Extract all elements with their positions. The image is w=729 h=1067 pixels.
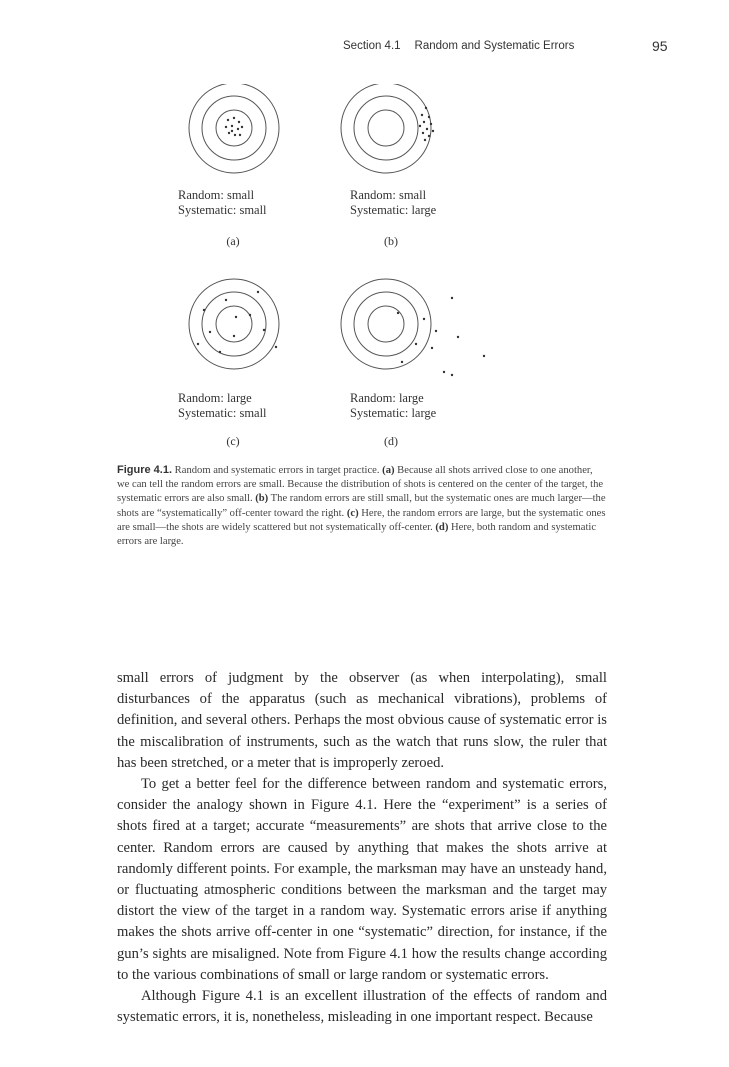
caption-intro: Random and systematic errors in target practice. [172,465,383,476]
caption-tag-a: (a) [382,465,395,476]
caption-tag-d: (d) [435,521,449,533]
caption-label: Figure 4.1. [117,464,173,476]
panel-d-labels [350,391,436,421]
caption-text-a: Because all shots arrived close to one another, we can tell the random errors are small. Because the distribution of shots is centered on the center of the target, the systematic errors are also small. [117,465,604,505]
caption-tag-b: (b) [255,493,269,505]
section-title: Random and Systematic Errors [414,40,575,52]
page-number: 95 [652,38,668,54]
panel-b-labels [350,188,436,218]
body-paragraph: small errors of judgment by the observer (as when interpolating), small disturbances of the apparatus (such as mechanical vibrations), problems of definition, and several others. Perhaps the most obvious cause of systematic error is the miscalibration of instruments, such as the watch that runs slow, the ruler that has been stretched, or a meter that is improperly zeroed. [117,670,607,771]
panel-a-labels [178,188,267,218]
panel-a-systematic: Systematic: small [178,203,267,217]
panel-b-systematic: Systematic: large [350,203,437,217]
panel-c-random: Random: large [178,391,252,405]
caption-tag-c: (c) [346,507,359,519]
target-d [340,278,500,388]
panel-a-random: Random: small [178,188,255,202]
running-header [0,40,729,60]
panel-c-systematic: Systematic: small [178,406,267,420]
caption-text-b: The random errors are still small, but the systematic ones are much larger—the shots are “systematically” off-center toward the right. [117,493,606,519]
caption-text-c: Here, the random errors are large, but the systematic ones are small—the shots are widely scattered but not systematically off-center. [117,507,606,533]
panel-d-systematic: Systematic: large [350,406,437,420]
panel-d-letter: (d) [384,434,398,448]
target-c [176,278,296,378]
shots-d [397,297,485,376]
panel-d-random: Random: large [350,391,424,405]
panel-c-letter: (c) [226,434,240,448]
figure-caption [117,463,607,549]
target-a [176,84,296,184]
shots-b [419,107,434,141]
panel-b-random: Random: small [350,188,427,202]
caption-text-d: Here, both random and systematic errors are large. [117,521,597,548]
shots-a [225,117,243,136]
body-paragraph: Although Figure 4.1 is an excellent illustration of the effects of random and systematic errors, it is, nonetheless, misleading in one important respect. Because [117,988,607,1026]
target-b [340,84,470,184]
target-ring-middle [202,96,266,160]
body-paragraph: To get a better feel for the difference between random and systematic errors, consider the analogy shown in Figure 4.1. Here the “experiment” is a series of shots fired at a target; accurate “measurements” are shots that arrive close to the center. Random errors are caused by anything that makes the shots arrive at randomly different points. For example, the marksman may have an unsteady hand, or fluctuating atmospheric conditions between the marksman and the target may distort the view of the target in a random way. Systematic errors arise if anything makes the shots arrive off-center in one “systematic” direction, for instance, if the gun’s sights are misaligned. Note from Figure 4.1 how the results change according to the various combinations of small or large random or systematic errors. [117,776,607,983]
section-number: Section 4.1 [343,40,401,52]
panel-c-labels [178,391,267,421]
target-ring-inner [216,110,252,146]
body-text [117,668,607,1028]
panel-a-letter: (a) [226,234,240,248]
running-head [343,40,574,52]
panel-b-letter: (b) [384,234,398,248]
